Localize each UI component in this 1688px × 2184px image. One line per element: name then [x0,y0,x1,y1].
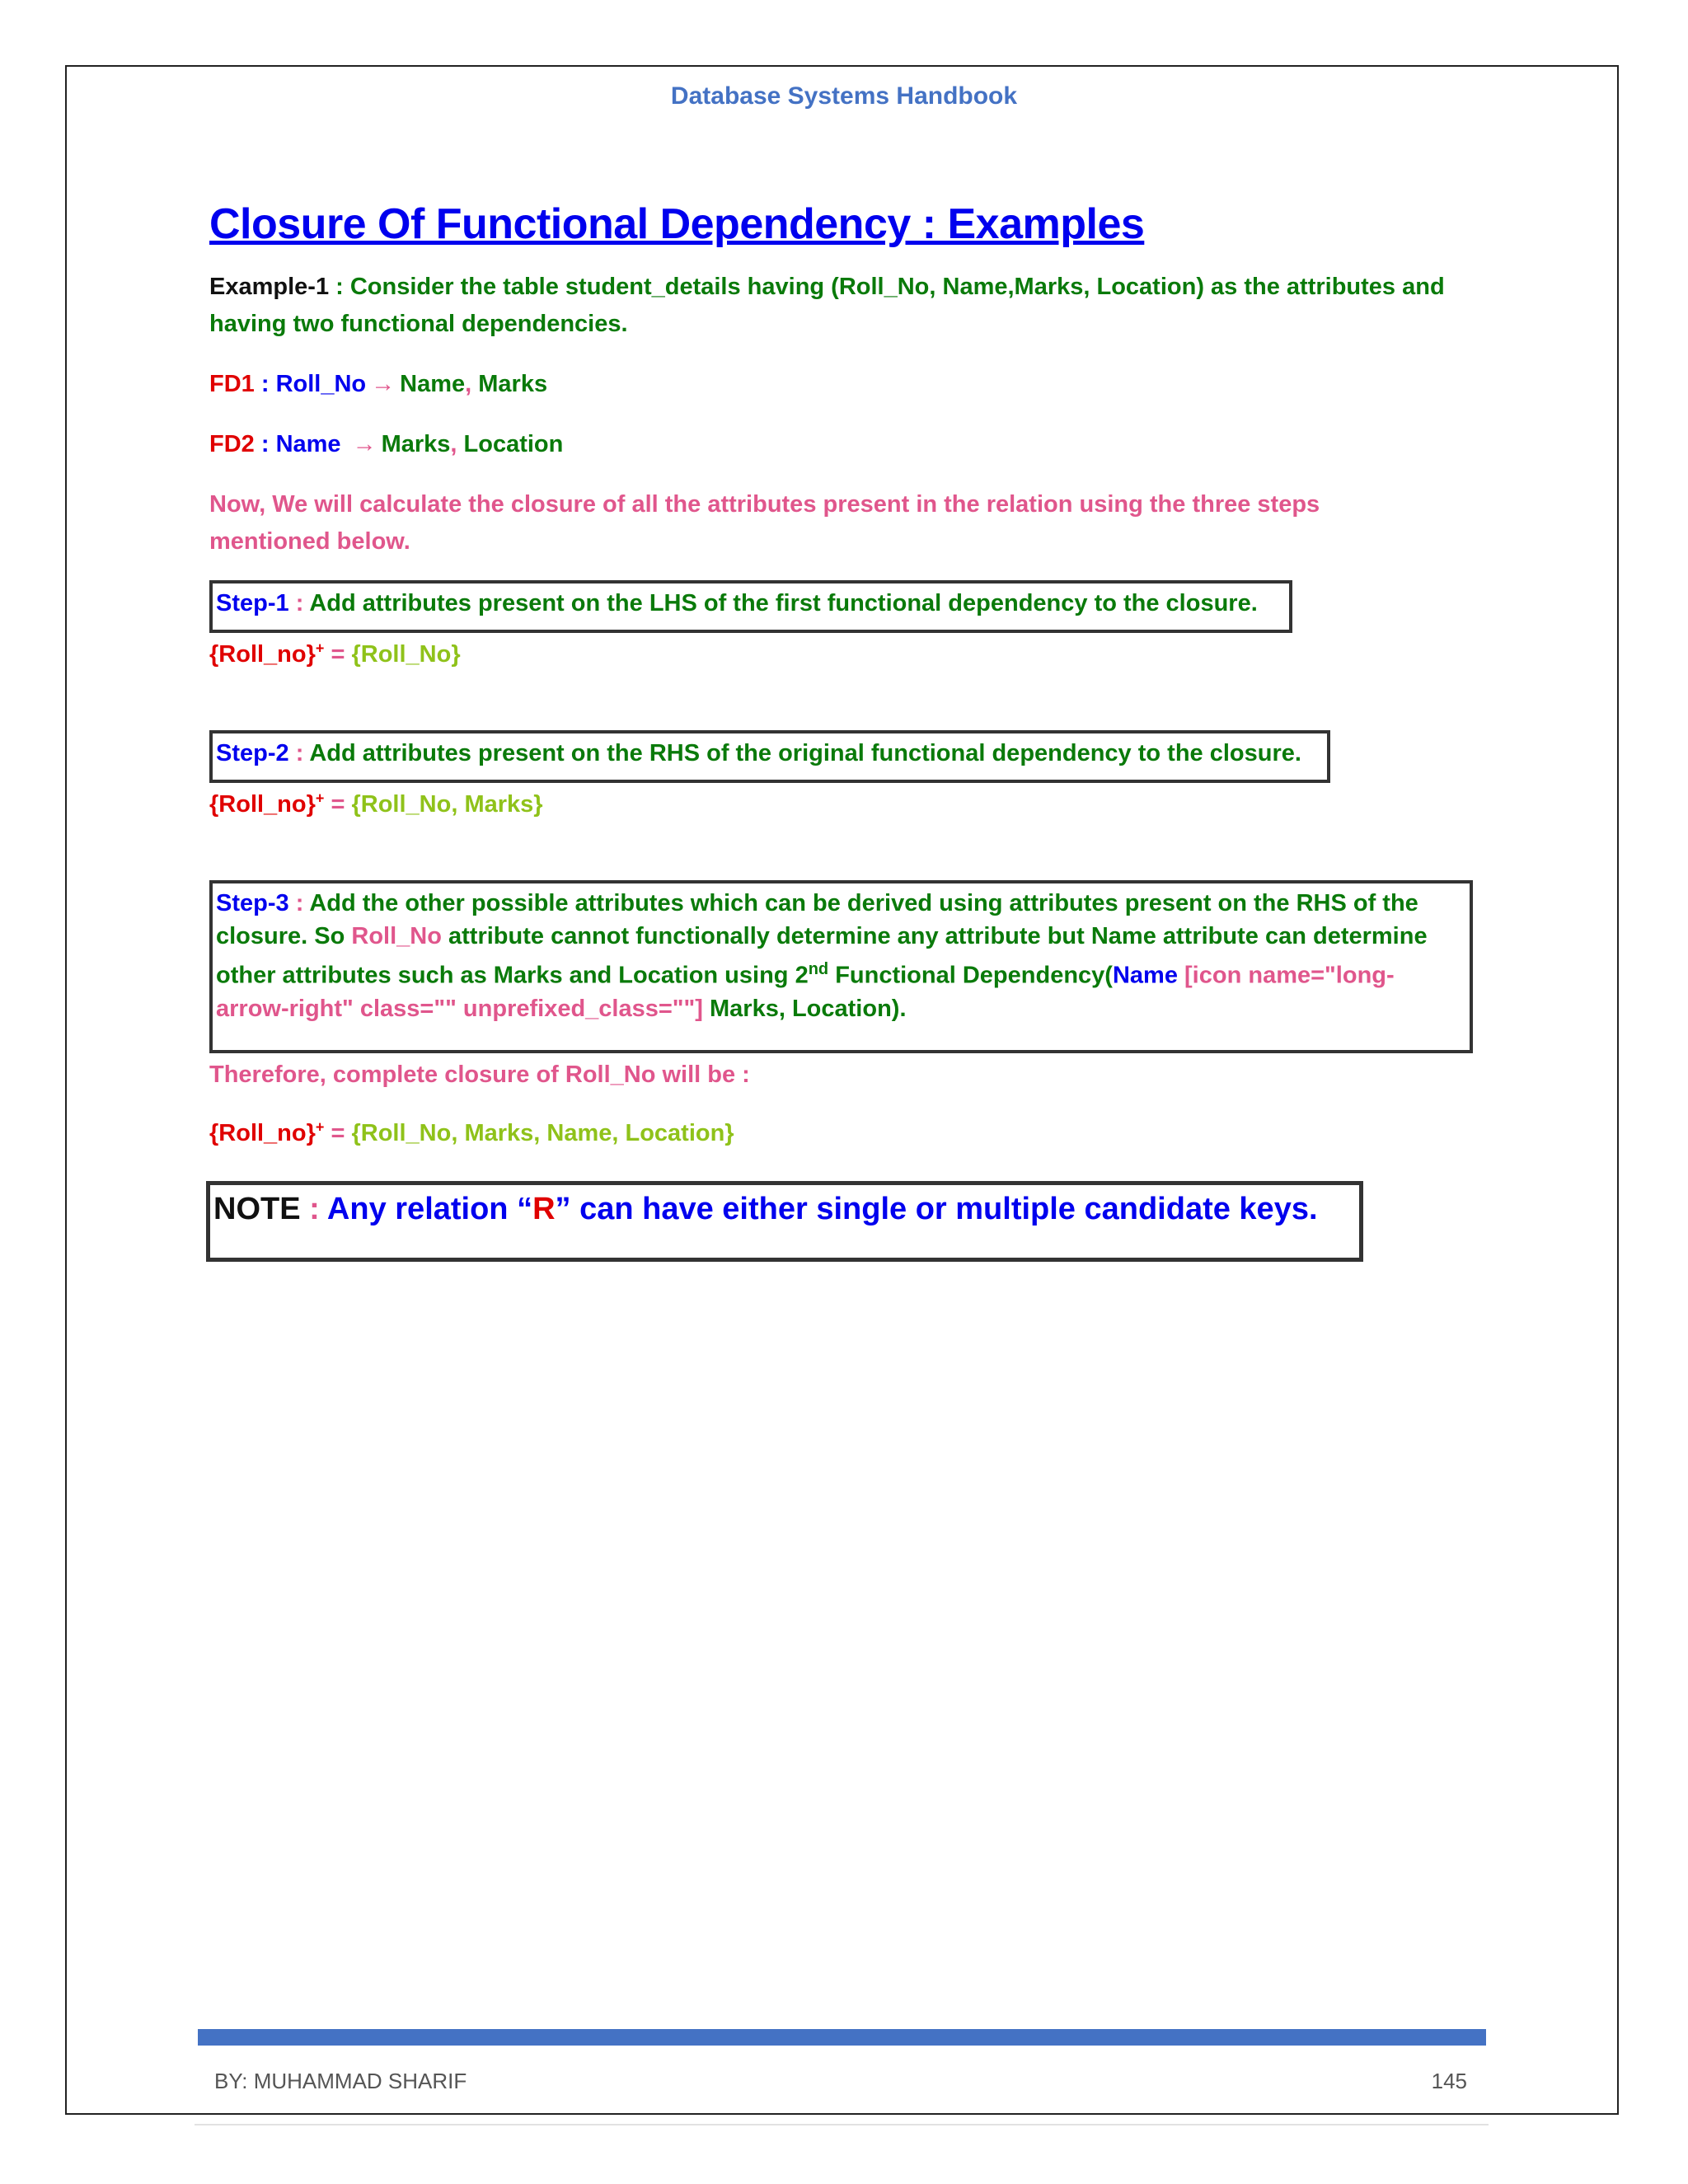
fd2-sep: : [254,431,276,457]
step1-closure-lhs: {Roll_no} [209,641,316,668]
step2-box [209,730,1330,783]
therefore-text: Therefore, complete closure of Roll_No will be : [209,1061,750,1088]
step3-line3-c: Name [1112,962,1178,989]
step3-line2-c: attribute cannot functionally determine any attribute but Name attribute can determine [441,923,1428,949]
header-title: Database Systems Handbook [670,82,1018,110]
step2-sep: : [288,740,310,766]
footer-bar [198,2029,1486,2046]
step2-closure [209,788,1479,821]
step3-line4-a: arrow-right" class="" unprefixed_class=""] [216,995,703,1022]
step2-closure-eq: = [324,791,352,818]
page-title: Closure Of Functional Dependency : Examples [209,200,1145,248]
step1-closure-sup: + [315,640,325,657]
example-text-line1: Consider the table student_details having (Roll_No, Name,Marks, Location) as the attributes and [349,274,1445,300]
note-text-a: Any relation “ [326,1191,533,1226]
page-content [209,194,1479,1262]
step3-line4-b: Marks, Location). [702,995,907,1022]
step3-line2-a: closure. So [216,923,352,949]
note-label: NOTE [213,1191,301,1226]
fd1-rhs-a: Name [400,371,466,397]
intro-paragraph [209,486,1479,560]
step1-closure-eq: = [324,641,352,668]
example-label: Example-1 [209,274,330,300]
step1-label: Step-1 [216,590,289,616]
fd2-comma: , [450,431,457,457]
fd1-sep: : [254,371,276,397]
step2-label: Step-2 [216,740,289,766]
step2-text: Add attributes present on the RHS of the original functional dependency to the closure. [309,740,1301,766]
step1-closure [209,638,1479,671]
step3-line3-d: [icon name="long- [1177,962,1395,989]
fd1-lhs: Roll_No [275,371,367,397]
arrow-right-icon: → [352,431,377,457]
fd1-label: FD1 [209,371,255,397]
step3-line1: Add the other possible attributes which can be derived using attributes present on the RHS of the [309,890,1418,916]
example-text-line2: having two functional dependencies. [209,311,628,337]
step2-closure-lhs: {Roll_no} [209,791,316,818]
fd2-line [209,426,1479,463]
fd2-label: FD2 [209,431,255,457]
step3-box [209,880,1473,1053]
fd1-rhs-b: Marks [471,371,548,397]
step3-line3-b: Functional Dependency( [828,962,1113,989]
fd1-comma: , [465,371,472,397]
fd1-line [209,366,1479,403]
final-closure-lhs: {Roll_no} [209,1119,316,1146]
step3-sep: : [288,890,310,916]
bottom-rule [195,2124,1489,2125]
final-closure [209,1117,1479,1150]
step2-closure-rhs: {Roll_No, Marks} [351,791,543,818]
note-text-b: ” can have either single or multiple candidate keys. [555,1191,1318,1226]
step1-closure-rhs: {Roll_No} [351,641,461,668]
step1-sep: : [288,590,310,616]
note-r: R [532,1191,556,1226]
note-box [206,1181,1363,1262]
example-paragraph [209,269,1479,343]
step3-line2-b: Roll_No [351,923,442,949]
final-closure-eq: = [324,1119,352,1146]
fd2-rhs-b: Location [457,431,564,457]
step3-line3-a: other attributes such as Marks and Location using 2 [216,962,809,989]
example-sep: : [329,274,350,300]
fd2-lhs: Name [275,431,341,457]
final-closure-sup: + [315,1118,325,1135]
step3-line3-sup: nd [808,960,829,978]
final-closure-rhs: {Roll_No, Marks, Name, Location} [351,1119,734,1146]
fd2-rhs-a: Marks [381,431,451,457]
step3-label: Step-3 [216,890,289,916]
step1-box [209,580,1292,633]
footer-page-number: 145 [1431,2069,1467,2093]
note-sep: : [300,1191,327,1226]
intro-line1: Now, We will calculate the closure of all the attributes present in the relation using the three steps [209,491,1320,518]
arrow-right-icon: → [371,371,396,397]
step1-text: Add attributes present on the LHS of the first functional dependency to the closure. [309,590,1258,616]
intro-line2: mentioned below. [209,528,410,555]
footer-author: BY: MUHAMMAD SHARIF [214,2069,467,2093]
step2-closure-sup: + [315,790,325,807]
